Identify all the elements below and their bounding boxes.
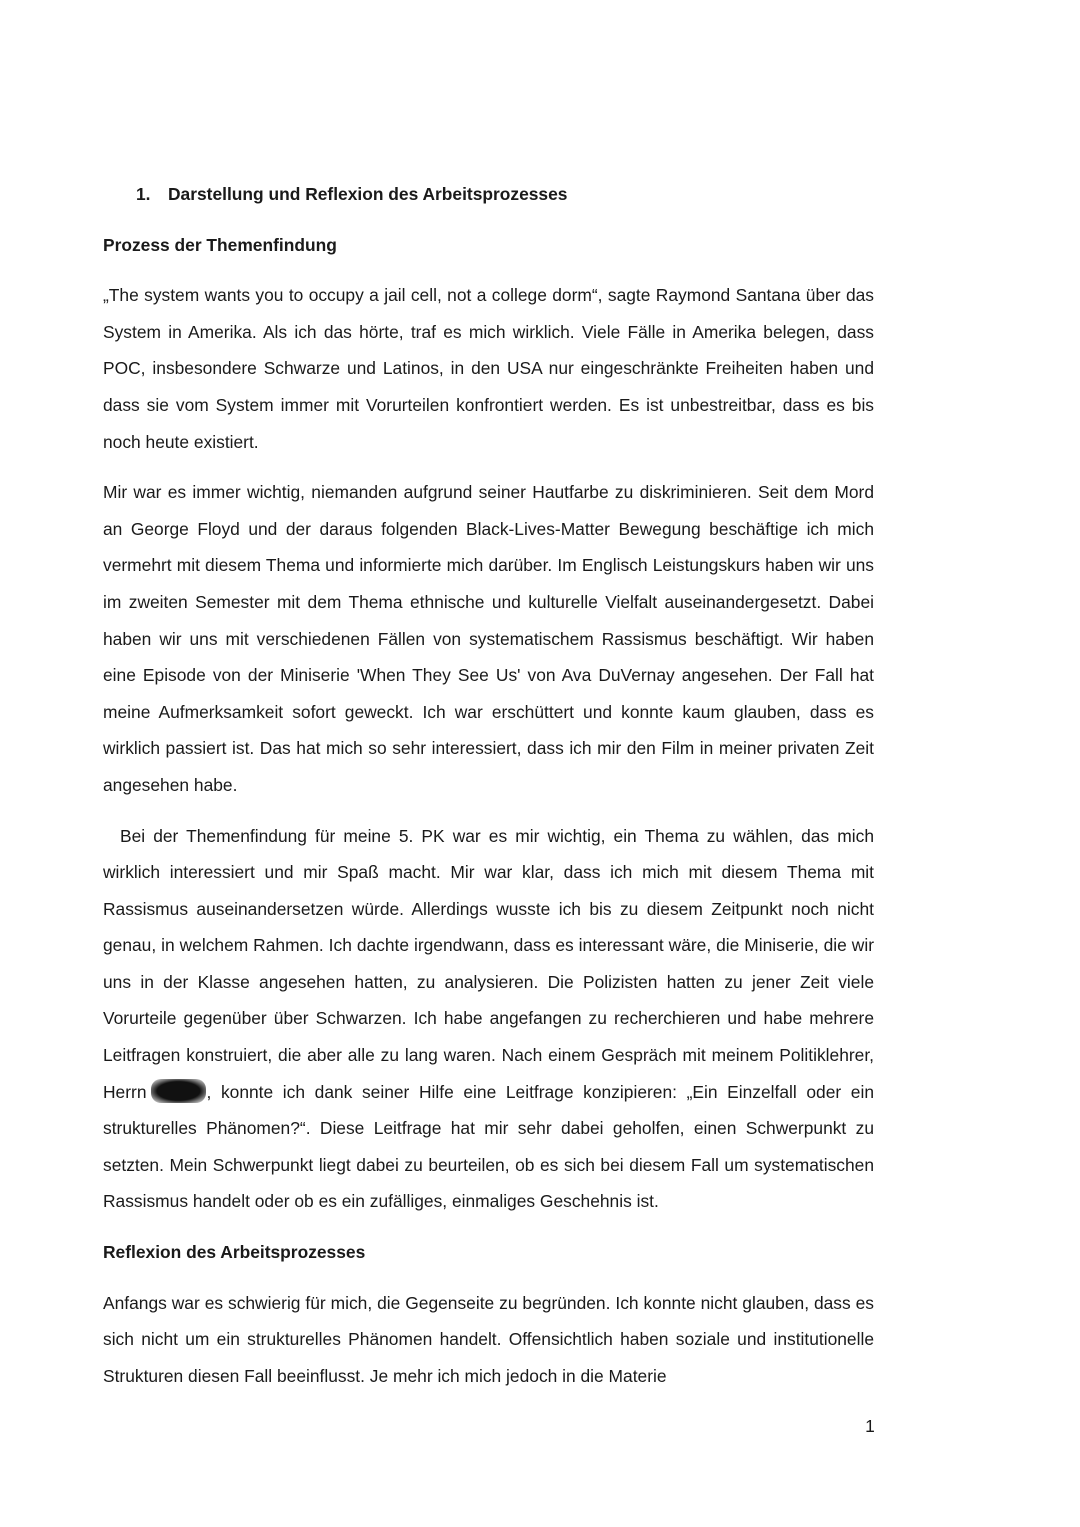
paragraph-quote-santana: „The system wants you to occupy a jail cell, not a college dorm“, sagte Raymond Santana über das System in Amerika. Als ich das hörte, traf es mich wirklich. Viele Fälle in Amerika belegen, dass POC, insbesondere Schwarze und Latinos, in den USA nur eingeschränkte Freiheiten haben und dass sie vom System immer mit Vorurteilen konfrontiert werden. Es ist unbestreitbar, dass es bis noch heute existiert. [103,285,874,452]
paragraph-motivation: Mir war es immer wichtig, niemanden aufgrund seiner Hautfarbe zu diskriminieren. Seit dem Mord an George Floyd und der daraus folgenden Black-Lives-Matter Bewegung beschäftige ich mich vermehrt mit diesem Thema und informierte mich darüber. Im Englisch Leistungskurs haben wir uns im zweiten Semester mit dem Thema ethnische und kulturelle Vielfalt auseinandergesetzt. Dabei haben wir uns mit verschiedenen Fällen von systematischem Rassismus beschäftigt. Wir haben eine Episode von der Miniserie 'When They See Us' von Ava DuVernay angesehen. Der Fall hat meine Aufmerksamkeit sofort geweckt. Ich war erschüttert und konnte kaum glauben, dass es wirklich passiert ist. Das hat mich so sehr interessiert, dass ich mir den Film in meiner privaten Zeit angesehen habe. [103,482,874,795]
redacted-name-mark [151,1079,206,1103]
section-title: Darstellung und Reflexion des Arbeitsprozesses [168,184,568,204]
paragraph-reflexion: Anfangs war es schwierig für mich, die Gegenseite zu begründen. Ich konnte nicht glauben, dass es sich nicht um ein strukturelles Phänomen handelt. Offensichtlich haben soziale und institutionelle Strukturen diesen Fall beeinflusst. Je mehr ich mich jedoch in die Materie [103,1292,874,1386]
subsection-heading-reflexion: Reflexion des Arbeitsprozesses [103,1242,366,1263]
section-heading [103,176,874,213]
page-content [103,176,874,1408]
section-number: 1. [136,184,151,204]
paragraph-text-after-redaction: , konnte ich dank seiner Hilfe eine Leitfrage konzipieren: „Ein Einzelfall oder ein strukturelles Phänomen?“. Diese Leitfrage hat mir sehr dabei geholfen, einen Schwerpunkt zu setzten. Mein Schwerpunkt liegt dabei zu beurteilen, ob es sich bei diesem Fall um systematischen Rassismus handelt oder ob es ein zufälliges, einmaliges Geschehnis ist. [103,1081,874,1212]
subsection-heading-themenfindung: Prozess der Themenfindung [103,234,337,255]
paragraph-text-before-redaction: Bei der Themenfindung für meine 5. PK war es mir wichtig, ein Thema zu wählen, das mich wirklich interessiert und mir Spaß macht. Mir war klar, dass ich mich mit diesem Thema mit Rassismus auseinandersetzen würde. Allerdings wusste ich bis zu diesem Zeitpunkt noch nicht genau, in welchem Rahmen. Ich dachte irgendwann, dass es interessant wäre, die Miniserie, die wir uns in der Klasse angesehen hatten, zu analysieren. Die Polizisten hatten zu jener Zeit viele Vorurteile gegenüber über Schwarzen. Ich habe angefangen zu recherchieren und habe mehrere Leitfragen konstruiert, die aber alle zu lang waren. Nach einem Gespräch mit meinem Politiklehrer, Herrn [103,825,874,1102]
page-number: 1 [865,1416,875,1436]
paragraph-themenfindung [103,818,874,1221]
